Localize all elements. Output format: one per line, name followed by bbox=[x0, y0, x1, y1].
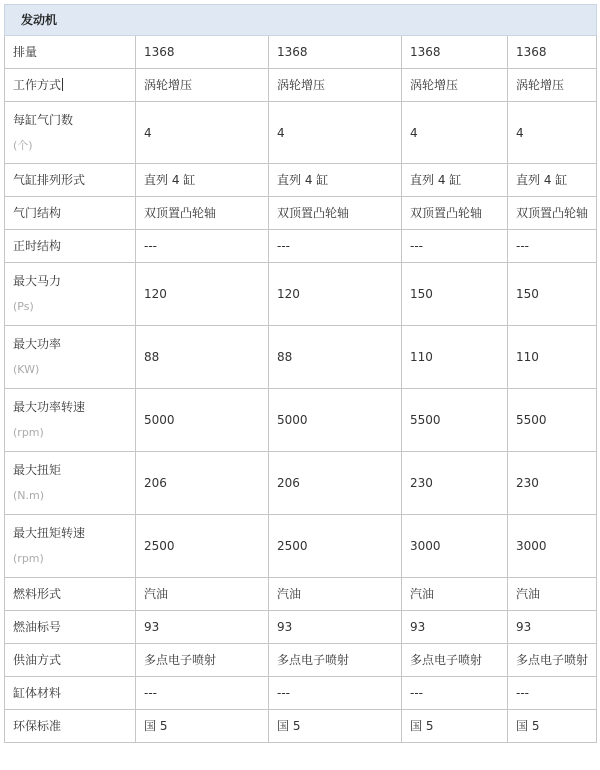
spec-value: 4 bbox=[269, 102, 402, 164]
spec-label-cell bbox=[5, 36, 136, 69]
spec-row bbox=[5, 452, 597, 515]
spec-row bbox=[5, 578, 597, 611]
spec-row bbox=[5, 102, 597, 164]
spec-row bbox=[5, 677, 597, 710]
spec-label: 环保标准 bbox=[13, 719, 62, 733]
spec-label: 最大马力 bbox=[13, 274, 62, 288]
spec-value: 2500 bbox=[269, 515, 402, 578]
spec-value: 5000 bbox=[269, 389, 402, 452]
spec-value: 110 bbox=[508, 326, 597, 389]
spec-row bbox=[5, 515, 597, 578]
spec-value: 涡轮增压 bbox=[136, 69, 269, 102]
spec-value: 汽油 bbox=[402, 578, 508, 611]
spec-label-cell bbox=[5, 230, 136, 263]
spec-value: 汽油 bbox=[508, 578, 597, 611]
spec-label-cell bbox=[5, 69, 136, 102]
spec-value: 5500 bbox=[508, 389, 597, 452]
spec-value: 双顶置凸轮轴 bbox=[508, 197, 597, 230]
spec-value: 2500 bbox=[136, 515, 269, 578]
spec-value: 1368 bbox=[269, 36, 402, 69]
spec-label: 每缸气门数 bbox=[13, 112, 74, 127]
spec-label: 最大功率转速 bbox=[13, 400, 86, 414]
spec-row bbox=[5, 263, 597, 326]
spec-value: 涡轮增压 bbox=[402, 69, 508, 102]
spec-label: 正时结构 bbox=[13, 239, 62, 253]
spec-row bbox=[5, 611, 597, 644]
text-cursor bbox=[62, 78, 63, 91]
engine-spec-table bbox=[4, 4, 597, 743]
spec-value: 直列 4 缸 bbox=[402, 164, 508, 197]
spec-value: 国 5 bbox=[402, 710, 508, 743]
spec-label-cell bbox=[5, 515, 136, 578]
spec-label-cell bbox=[5, 677, 136, 710]
spec-label-cell bbox=[5, 102, 136, 164]
spec-value: 230 bbox=[402, 452, 508, 515]
spec-value: 多点电子喷射 bbox=[508, 644, 597, 677]
spec-value: 多点电子喷射 bbox=[269, 644, 402, 677]
spec-label: 最大扭矩转速 bbox=[13, 526, 86, 540]
spec-value: 150 bbox=[508, 263, 597, 326]
spec-value: --- bbox=[508, 677, 597, 710]
spec-unit: (rpm) bbox=[13, 426, 44, 439]
spec-value: 5500 bbox=[402, 389, 508, 452]
spec-label: 气门结构 bbox=[13, 206, 62, 220]
spec-value: --- bbox=[402, 230, 508, 263]
spec-value: 多点电子喷射 bbox=[402, 644, 508, 677]
spec-row bbox=[5, 326, 597, 389]
section-header-row bbox=[5, 5, 597, 36]
spec-value: 双顶置凸轮轴 bbox=[402, 197, 508, 230]
spec-value: 直列 4 缸 bbox=[508, 164, 597, 197]
spec-value: --- bbox=[136, 677, 269, 710]
spec-label: 工作方式 bbox=[13, 78, 62, 92]
spec-label-cell bbox=[5, 197, 136, 230]
spec-value: 国 5 bbox=[508, 710, 597, 743]
spec-label: 缸体材料 bbox=[13, 686, 62, 700]
spec-label-cell bbox=[5, 389, 136, 452]
spec-row bbox=[5, 644, 597, 677]
spec-value: 4 bbox=[508, 102, 597, 164]
spec-value: 120 bbox=[269, 263, 402, 326]
spec-value: 230 bbox=[508, 452, 597, 515]
spec-label: 排量 bbox=[13, 45, 38, 59]
spec-value: 150 bbox=[402, 263, 508, 326]
spec-row bbox=[5, 69, 597, 102]
spec-unit: (N.m) bbox=[13, 489, 45, 502]
spec-label-cell bbox=[5, 644, 136, 677]
spec-value: --- bbox=[269, 230, 402, 263]
spec-value: 国 5 bbox=[136, 710, 269, 743]
spec-value: 4 bbox=[136, 102, 269, 164]
spec-row bbox=[5, 389, 597, 452]
spec-row bbox=[5, 710, 597, 743]
spec-value: 3000 bbox=[508, 515, 597, 578]
spec-value: 国 5 bbox=[269, 710, 402, 743]
spec-value: 直列 4 缸 bbox=[136, 164, 269, 197]
spec-value: 3000 bbox=[402, 515, 508, 578]
spec-unit: (KW) bbox=[13, 363, 40, 376]
spec-value: 双顶置凸轮轴 bbox=[269, 197, 402, 230]
spec-unit: (rpm) bbox=[13, 552, 44, 565]
spec-row bbox=[5, 197, 597, 230]
spec-label: 最大扭矩 bbox=[13, 463, 62, 477]
spec-value: 涡轮增压 bbox=[269, 69, 402, 102]
spec-value: 5000 bbox=[136, 389, 269, 452]
spec-label-cell bbox=[5, 611, 136, 644]
spec-label-cell bbox=[5, 263, 136, 326]
spec-value: --- bbox=[136, 230, 269, 263]
spec-label: 气缸排列形式 bbox=[13, 173, 86, 187]
spec-value: 206 bbox=[269, 452, 402, 515]
spec-value: 120 bbox=[136, 263, 269, 326]
spec-label-cell bbox=[5, 452, 136, 515]
spec-value: 双顶置凸轮轴 bbox=[136, 197, 269, 230]
spec-value: 110 bbox=[402, 326, 508, 389]
spec-value: --- bbox=[508, 230, 597, 263]
spec-value: 直列 4 缸 bbox=[269, 164, 402, 197]
spec-label: 最大功率 bbox=[13, 337, 62, 351]
spec-value: 206 bbox=[136, 452, 269, 515]
spec-value: 93 bbox=[508, 611, 597, 644]
spec-row bbox=[5, 36, 597, 69]
spec-value: 1368 bbox=[508, 36, 597, 69]
spec-label-cell bbox=[5, 578, 136, 611]
spec-value: 93 bbox=[269, 611, 402, 644]
spec-unit: (Ps) bbox=[13, 300, 34, 313]
spec-label: 供油方式 bbox=[13, 653, 62, 667]
spec-value: --- bbox=[402, 677, 508, 710]
spec-label: 燃油标号 bbox=[13, 620, 62, 634]
section-title: 发动机 bbox=[5, 5, 597, 36]
spec-label-cell bbox=[5, 710, 136, 743]
spec-value: 1368 bbox=[136, 36, 269, 69]
spec-value: 93 bbox=[402, 611, 508, 644]
spec-value: 汽油 bbox=[136, 578, 269, 611]
spec-label-cell bbox=[5, 164, 136, 197]
spec-value: 88 bbox=[136, 326, 269, 389]
spec-row bbox=[5, 164, 597, 197]
spec-value: 4 bbox=[402, 102, 508, 164]
spec-row bbox=[5, 230, 597, 263]
spec-value: 汽油 bbox=[269, 578, 402, 611]
spec-value: 多点电子喷射 bbox=[136, 644, 269, 677]
spec-value: 88 bbox=[269, 326, 402, 389]
spec-value: 1368 bbox=[402, 36, 508, 69]
spec-value: 涡轮增压 bbox=[508, 69, 597, 102]
spec-label-cell bbox=[5, 326, 136, 389]
spec-value: --- bbox=[269, 677, 402, 710]
spec-unit: (个) bbox=[13, 138, 33, 152]
spec-label: 燃料形式 bbox=[13, 587, 62, 601]
spec-value: 93 bbox=[136, 611, 269, 644]
